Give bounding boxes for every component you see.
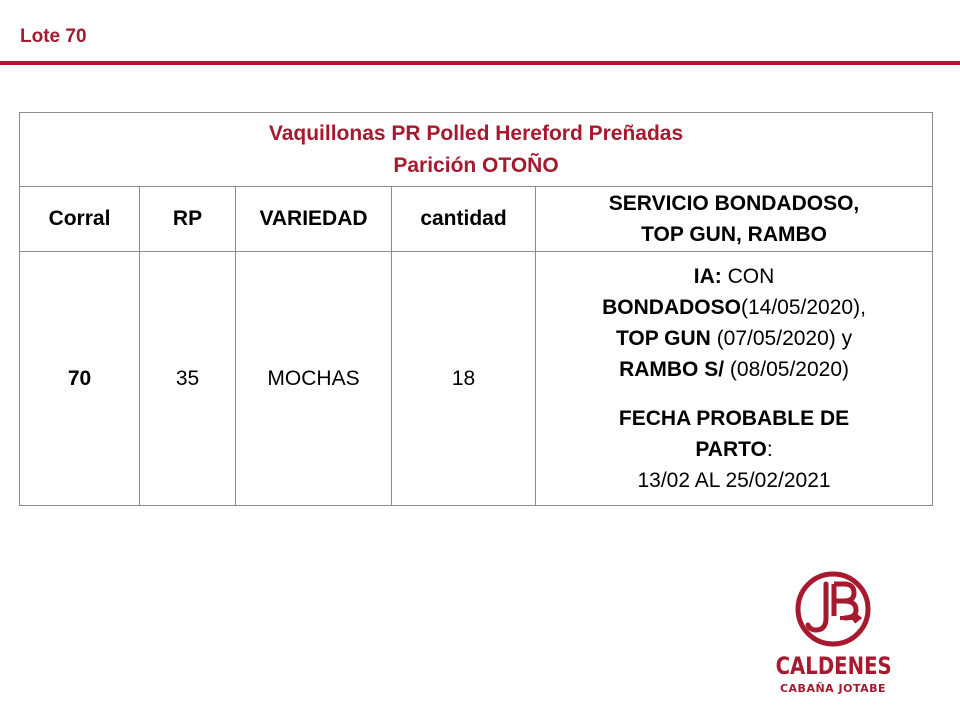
col-header-servicio-line1: SERVICIO BONDADOSO, — [608, 192, 860, 215]
col-header-rp: RP — [140, 187, 236, 252]
brand-subtitle: CABAÑA JOTABE — [779, 682, 887, 695]
service-bull2: TOP GUN — [615, 327, 711, 350]
cell-variedad: MOCHAS — [236, 252, 392, 506]
service-spacer — [536, 385, 932, 403]
service-due-range: 13/02 AL 25/02/2021 — [637, 469, 831, 492]
service-due-label2-line — [536, 434, 932, 465]
service-due-label2: PARTO — [695, 438, 767, 461]
service-date1: (14/05/2020), — [740, 296, 866, 319]
col-header-variedad: VARIEDAD — [236, 187, 392, 252]
brand-logo — [763, 570, 903, 700]
brand-name: CALDENES — [775, 652, 892, 680]
service-ia-line — [536, 261, 932, 292]
service-date3: (08/05/2020) — [724, 358, 849, 381]
table-row — [20, 252, 933, 506]
header-divider — [0, 61, 960, 65]
service-bull3: RAMBO S/ — [619, 358, 725, 381]
col-header-corral: Corral — [20, 187, 140, 252]
service-due-label1: FECHA PROBABLE DE — [618, 407, 850, 430]
col-header-servicio — [536, 187, 933, 252]
cell-corral: 70 — [20, 252, 140, 506]
service-ia-label: IA: — [693, 265, 722, 288]
cell-rp: 35 — [140, 252, 236, 506]
service-date2: (07/05/2020) y — [710, 327, 853, 350]
col-header-servicio-line2: TOP GUN, RAMBO — [641, 223, 827, 246]
service-ia-text: CON — [721, 265, 775, 288]
cell-cantidad: 18 — [392, 252, 536, 506]
lot-table — [19, 112, 933, 506]
table-title — [20, 113, 933, 187]
table-title-line1: Vaquillonas PR Polled Hereford Preñadas — [268, 121, 684, 145]
table-header-row — [20, 187, 933, 252]
service-bull3-line — [536, 354, 932, 385]
lot-title: Lote 70 — [20, 26, 87, 47]
table-title-line2: Parición OTOÑO — [393, 153, 559, 177]
service-bull2-line — [536, 323, 932, 354]
jb-monogram-icon — [790, 570, 876, 648]
cell-service — [536, 252, 933, 506]
col-header-cantidad: cantidad — [392, 187, 536, 252]
service-bull1: BONDADOSO — [602, 296, 741, 319]
service-bull1-line — [536, 292, 932, 323]
service-due-colon: : — [766, 438, 773, 461]
